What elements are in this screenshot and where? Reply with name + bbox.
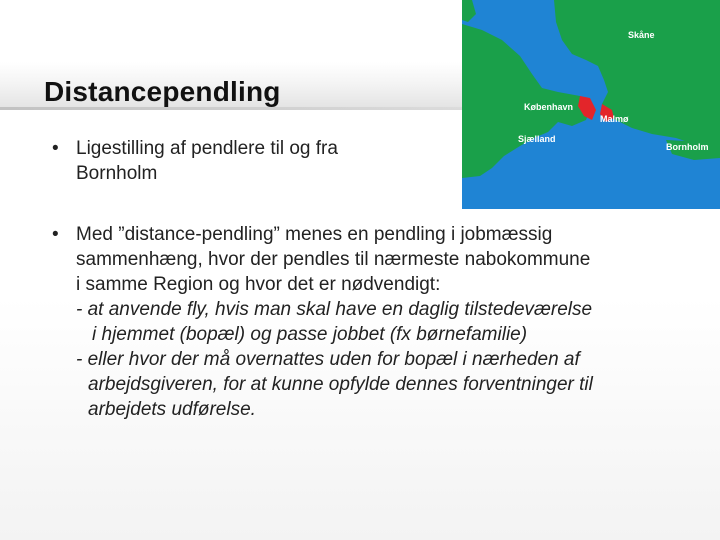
- bullet-subtext: i hjemmet (bopæl) og passe jobbet (fx børnefamilie): [92, 324, 528, 345]
- map-svg: [462, 0, 720, 209]
- bullet-marker: •: [52, 224, 59, 245]
- bullet-item-2: [52, 222, 712, 422]
- slide-title: Distancependling: [44, 76, 281, 107]
- map-label-sjaelland: Sjælland: [518, 134, 556, 144]
- bullet-text: Med ”distance-pendling” menes en pendling i jobmæssig: [76, 224, 553, 245]
- bullet-text: Ligestilling af pendlere til og fra: [76, 138, 338, 159]
- bullet-marker: •: [52, 138, 59, 159]
- bullet-subtext: - at anvende fly, hvis man skal have en daglig tilstedeværelse: [76, 299, 593, 320]
- map-image: [462, 0, 720, 209]
- map-label-skane: Skåne: [628, 30, 655, 40]
- bullet-subtext: - eller hvor der må overnattes uden for bopæl i nærheden af: [76, 349, 580, 370]
- bullet-text: sammenhæng, hvor der pendles til nærmeste nabokommune: [76, 249, 591, 270]
- bullet-text: Bornholm: [76, 163, 158, 184]
- bullet-item-1: [52, 136, 412, 186]
- map-label-bornholm: Bornholm: [666, 142, 709, 152]
- map-label-kobenhavn: København: [524, 102, 574, 112]
- map-label-malmo: Malmø: [600, 114, 629, 124]
- bullet-text: i samme Region og hvor det er nødvendigt:: [76, 274, 441, 295]
- bullet-subtext: arbejdets udførelse.: [88, 399, 256, 420]
- bullet-subtext: arbejdsgiveren, for at kunne opfylde dennes forventninger til: [88, 374, 593, 395]
